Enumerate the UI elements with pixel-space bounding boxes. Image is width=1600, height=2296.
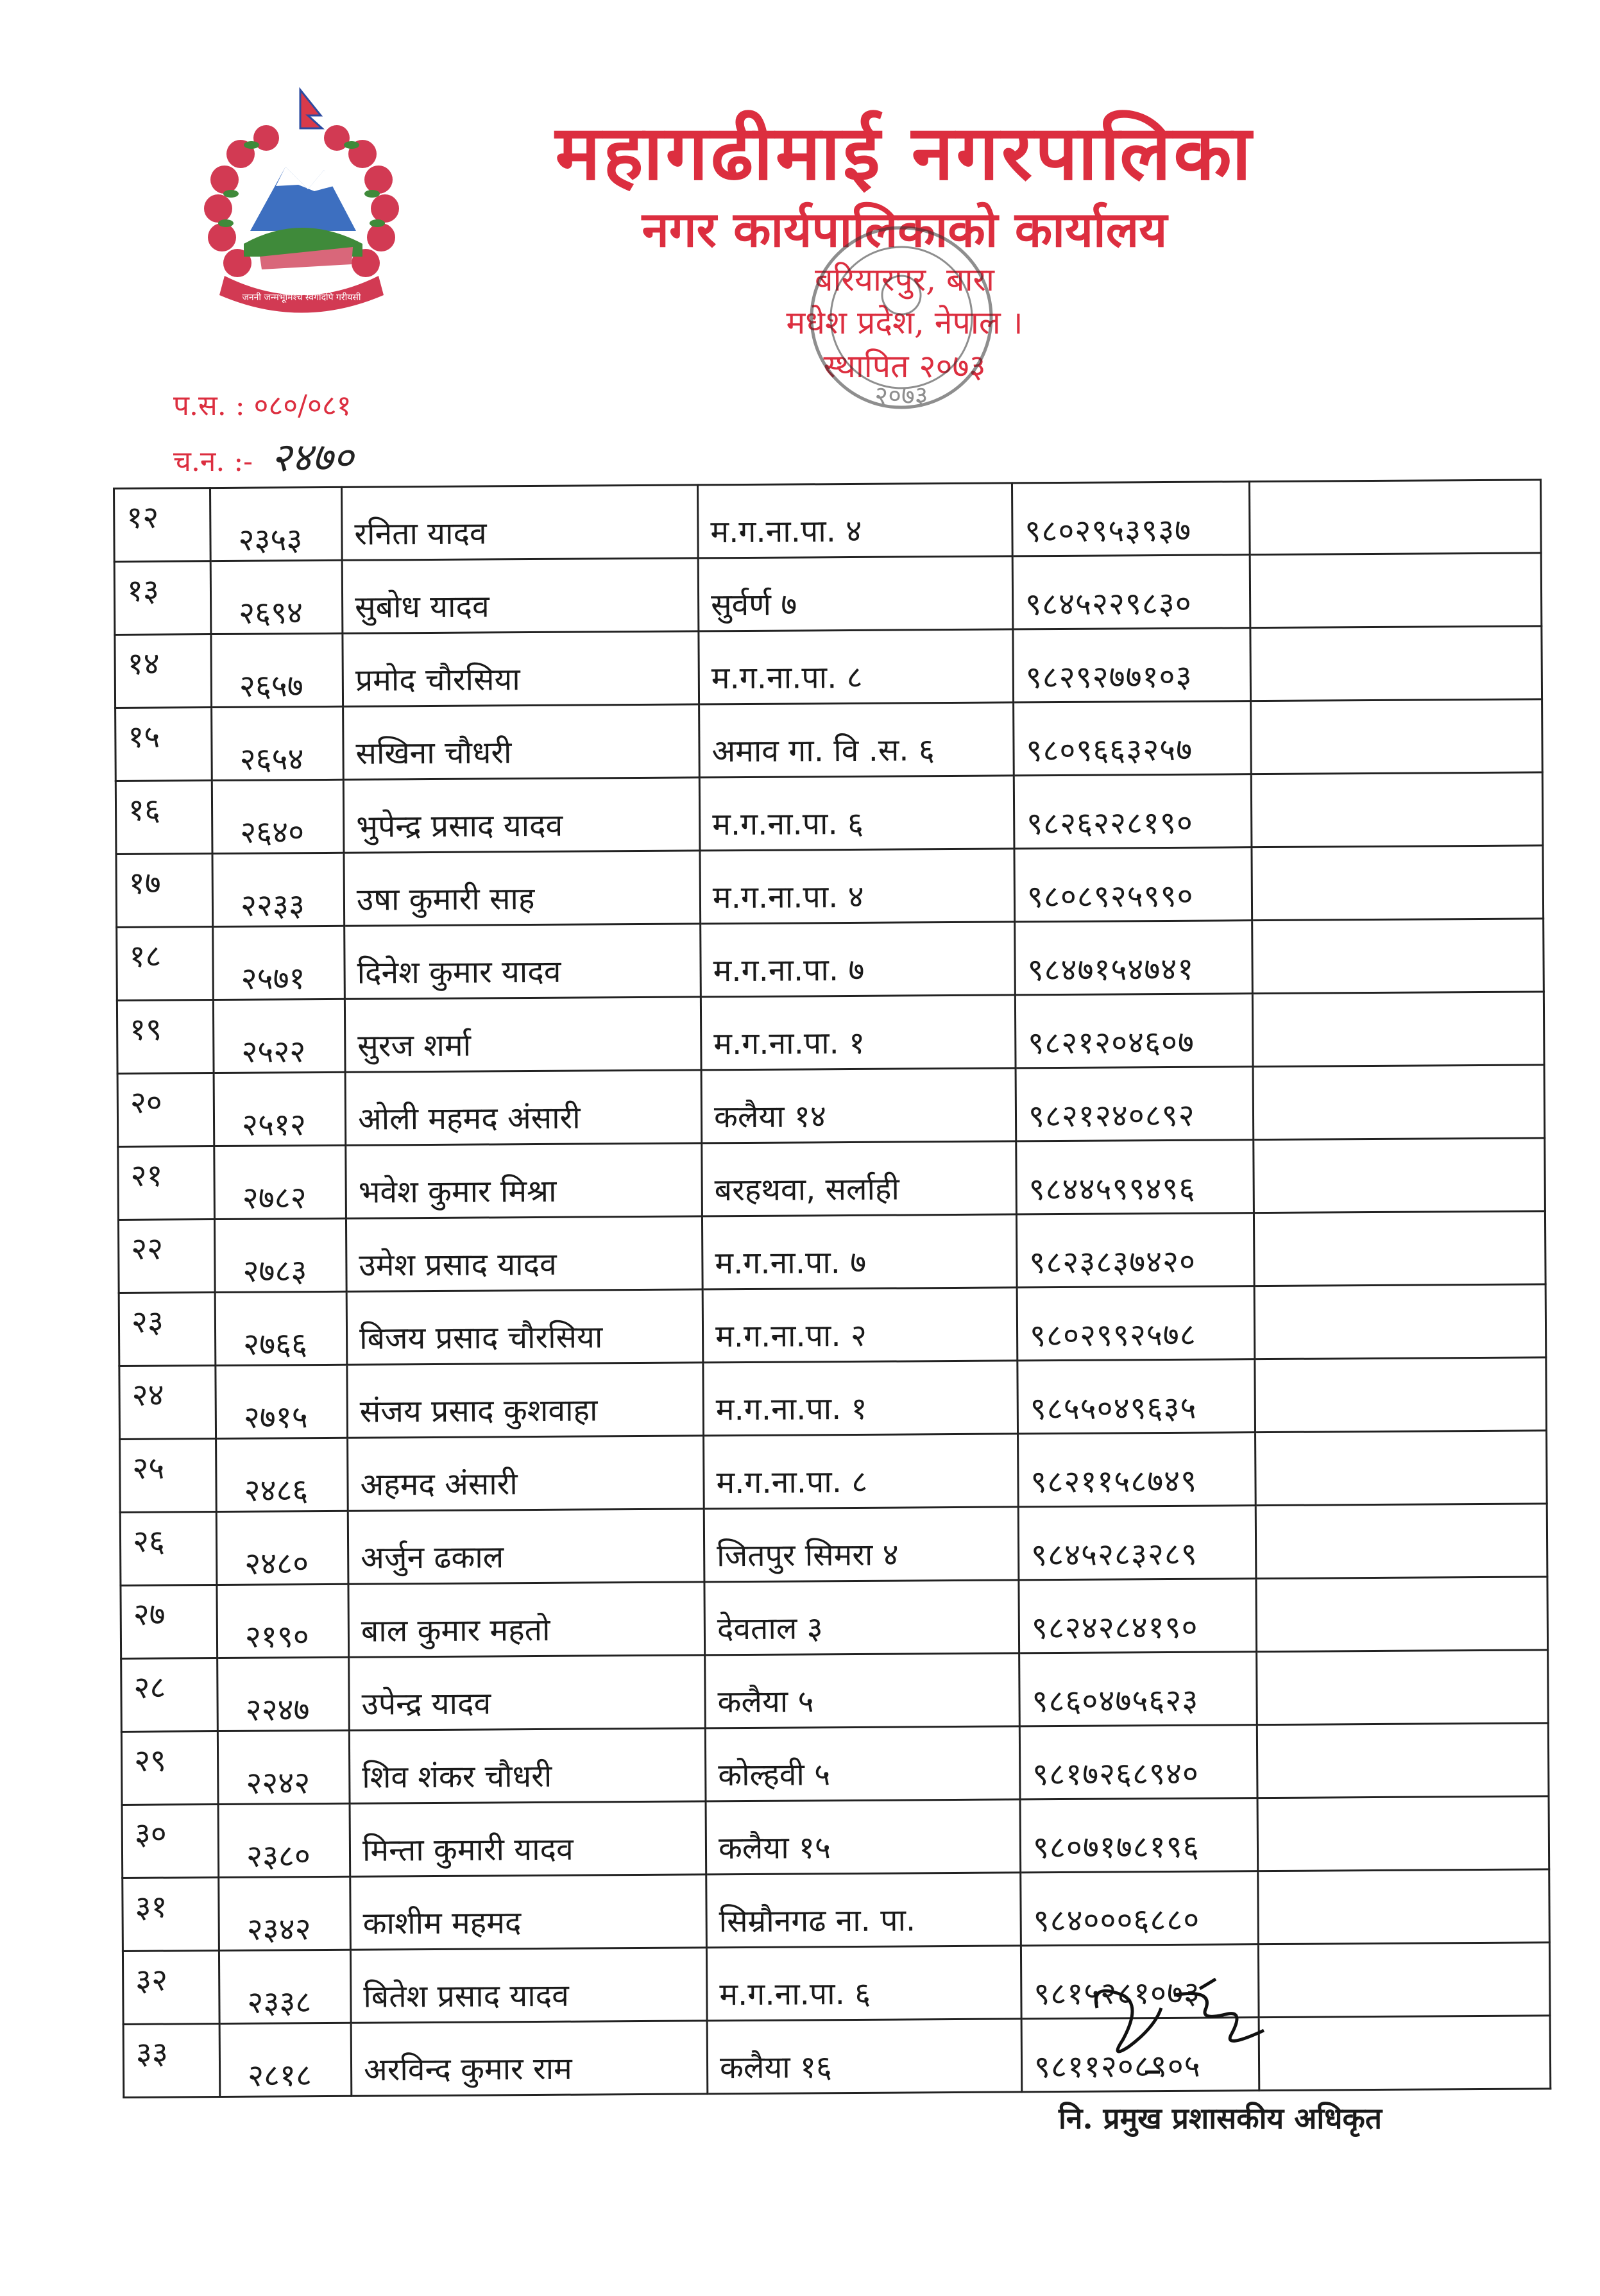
applicant-code-cell: २२४२ bbox=[217, 1730, 350, 1804]
table-row bbox=[123, 1869, 1550, 1952]
applicant-name-cell: काशीम महमद bbox=[350, 1875, 707, 1950]
applicant-name-cell: सुरज शर्मा bbox=[345, 997, 701, 1072]
applicant-name-cell: सुबोध यादव bbox=[342, 558, 699, 633]
applicant-code-cell: २३५३ bbox=[210, 487, 343, 561]
blank-cell bbox=[1252, 846, 1544, 921]
serial-number-cell: २३ bbox=[119, 1293, 216, 1366]
phone-cell: ९८४४५९९४९६ bbox=[1016, 1140, 1254, 1214]
cn-label: च.न. :- bbox=[173, 445, 253, 478]
phone-cell: ९८२११५८७४९ bbox=[1018, 1433, 1256, 1507]
serial-number-cell: ३२ bbox=[123, 1951, 219, 2025]
table-row bbox=[121, 1723, 1549, 1805]
table-row bbox=[119, 1284, 1546, 1366]
applicant-code-cell: २६५७ bbox=[211, 633, 343, 707]
table-row bbox=[122, 1796, 1549, 1878]
applicant-code-cell: २७१५ bbox=[216, 1365, 348, 1438]
serial-number-cell: २४ bbox=[119, 1366, 216, 1440]
address-cell: कलैया १५ bbox=[706, 1799, 1021, 1875]
blank-cell bbox=[1253, 1065, 1545, 1140]
serial-number-cell: १२ bbox=[114, 488, 211, 562]
office-seal-stamp bbox=[796, 212, 1007, 423]
phone-cell: ९८२३८३७४२० bbox=[1016, 1213, 1254, 1288]
applicant-code-cell: २३४२ bbox=[219, 1876, 351, 1950]
applicant-name-cell: बितेश प्रसाद यादव bbox=[350, 1948, 707, 2023]
applicant-table bbox=[113, 479, 1549, 2094]
phone-cell: ९८१७२६८९४० bbox=[1019, 1725, 1257, 1799]
applicant-name-cell: सखिना चौधरी bbox=[343, 704, 700, 779]
table-row bbox=[117, 919, 1544, 1001]
ps-label: प.स. : bbox=[173, 389, 245, 422]
serial-number-cell: ३३ bbox=[123, 2024, 220, 2098]
applicant-code-cell: २७८३ bbox=[214, 1218, 346, 1292]
blank-cell bbox=[1254, 1211, 1545, 1286]
blank-cell bbox=[1257, 1723, 1549, 1798]
blank-cell bbox=[1251, 772, 1543, 847]
ps-value: ०८०/०८१ bbox=[253, 389, 352, 422]
blank-cell bbox=[1250, 553, 1542, 628]
serial-number-cell: १८ bbox=[117, 927, 214, 1001]
phone-cell: ९८०८९२५९९० bbox=[1014, 847, 1252, 922]
emblem-caption: जननी जन्मभूमिश्च स्वर्गादपि गरीयसी bbox=[242, 293, 361, 303]
serial-number-cell: १६ bbox=[115, 781, 212, 855]
applicant-name-cell: अहमद अंसारी bbox=[348, 1436, 704, 1511]
applicant-name-cell: संजय प्रसाद कुशवाहा bbox=[347, 1363, 704, 1438]
applicant-code-cell: २२४७ bbox=[217, 1657, 350, 1731]
address-cell: कलैया ५ bbox=[705, 1653, 1020, 1728]
phone-cell: ९८२१२४०८९२ bbox=[1016, 1067, 1254, 1141]
serial-number-cell: १९ bbox=[117, 1000, 214, 1074]
phone-cell: ९८२६२२८१९० bbox=[1014, 774, 1252, 849]
table-row bbox=[115, 626, 1542, 708]
serial-number-cell: २६ bbox=[120, 1512, 217, 1586]
serial-number-cell: १३ bbox=[114, 561, 211, 635]
blank-cell bbox=[1255, 1357, 1547, 1433]
serial-number-cell: १७ bbox=[116, 854, 213, 928]
address-cell: म.ग.ना.पा. ६ bbox=[699, 776, 1014, 851]
address-cell: सिम्रौनगढ ना. पा. bbox=[706, 1873, 1021, 1948]
stamp-year: २०७३ bbox=[874, 381, 928, 411]
blank-cell bbox=[1257, 1796, 1549, 1871]
serial-number-cell: २९ bbox=[121, 1731, 218, 1805]
table-row bbox=[123, 1943, 1550, 2025]
address-cell: म.ग.ना.पा. ६ bbox=[706, 1946, 1021, 2021]
applicant-name-cell: ओली महमद अंसारी bbox=[345, 1070, 702, 1145]
blank-cell bbox=[1257, 1650, 1549, 1725]
applicant-name-cell: बाल कुमार महतो bbox=[348, 1582, 705, 1657]
serial-number-cell: २५ bbox=[120, 1439, 217, 1513]
blank-cell bbox=[1252, 992, 1544, 1067]
applicant-code-cell: २५२२ bbox=[213, 999, 345, 1073]
applicant-code-cell: २६५४ bbox=[212, 706, 344, 780]
phone-cell: ९८०२९९२५७८ bbox=[1017, 1286, 1255, 1361]
ps-line bbox=[173, 385, 353, 427]
cn-line bbox=[173, 427, 353, 487]
nepal-emblem-icon bbox=[180, 83, 423, 327]
blank-cell bbox=[1258, 1943, 1550, 2018]
table-row bbox=[123, 2016, 1551, 2098]
table-row bbox=[114, 480, 1542, 562]
address-cell: सुर्वर्ण ७ bbox=[698, 556, 1013, 631]
office-name: नगर कार्यपालिकाको कार्यालय bbox=[642, 200, 1168, 258]
applicant-name-cell: मिन्ता कुमारी यादव bbox=[350, 1801, 706, 1876]
table-row bbox=[119, 1357, 1547, 1440]
table-row bbox=[117, 992, 1544, 1074]
cn-value: २४७० bbox=[271, 434, 353, 480]
phone-cell: ९८२९२७७१०३ bbox=[1013, 628, 1251, 702]
blank-cell bbox=[1254, 1284, 1546, 1359]
applicant-code-cell: २६४० bbox=[212, 779, 344, 853]
applicant-code-cell: २७८२ bbox=[214, 1145, 346, 1219]
phone-cell: ९८५५०४९६३५ bbox=[1017, 1359, 1255, 1434]
phone-cell: ९८०७१७८१९६ bbox=[1020, 1798, 1258, 1873]
applicant-code-cell: २५१२ bbox=[214, 1072, 346, 1146]
blank-cell bbox=[1249, 480, 1541, 555]
reference-block bbox=[173, 385, 353, 487]
applicant-name-cell: भवेश कुमार मिश्रा bbox=[346, 1143, 702, 1218]
blank-cell bbox=[1251, 699, 1543, 774]
serial-number-cell: १४ bbox=[115, 634, 212, 708]
serial-number-cell: ३० bbox=[122, 1805, 219, 1878]
phone-cell: ९८१५२८१०७३ bbox=[1021, 1944, 1259, 2019]
applicant-code-cell: २४८६ bbox=[216, 1438, 348, 1511]
signature-mark bbox=[1084, 1969, 1277, 2079]
table-row bbox=[118, 1211, 1545, 1293]
serial-number-cell: २७ bbox=[121, 1585, 217, 1659]
address-cell: म.ग.ना.पा. १ bbox=[703, 1361, 1018, 1436]
applicant-name-cell: अरविन्द कुमार राम bbox=[351, 2021, 708, 2096]
serial-number-cell: २८ bbox=[121, 1658, 218, 1732]
serial-number-cell: २० bbox=[117, 1073, 214, 1147]
address-cell: म.ग.ना.पा. १ bbox=[701, 995, 1016, 1070]
applicant-code-cell: २४८० bbox=[216, 1511, 348, 1585]
address-line-1: बरियारपुर, बारा bbox=[815, 260, 994, 298]
address-cell: म.ग.ना.पा. ७ bbox=[702, 1214, 1017, 1289]
address-cell: म.ग.ना.पा. ४ bbox=[700, 849, 1015, 924]
applicant-name-cell: उपेन्द्र यादव bbox=[349, 1655, 706, 1730]
applicant-code-cell: २६९४ bbox=[210, 560, 343, 634]
phone-cell: ९८४५२२९८३० bbox=[1012, 555, 1250, 629]
applicant-code-cell: २२३३ bbox=[212, 853, 345, 926]
address-cell: म.ग.ना.पा. ७ bbox=[701, 922, 1016, 997]
phone-cell: ९८०२९५३९३७ bbox=[1012, 482, 1250, 556]
address-cell: कलैया १४ bbox=[701, 1068, 1016, 1143]
phone-cell: ९८२४२८४१९० bbox=[1019, 1579, 1257, 1653]
phone-cell: ९८४७१५४७४१ bbox=[1015, 921, 1253, 995]
phone-cell: ९८४०००६८८० bbox=[1021, 1871, 1259, 1946]
address-cell: जितपुर सिमरा ४ bbox=[704, 1507, 1019, 1582]
table-row bbox=[121, 1650, 1549, 1732]
table-row bbox=[114, 553, 1542, 635]
applicant-name-cell: उमेश प्रसाद यादव bbox=[346, 1216, 702, 1291]
table-row bbox=[118, 1138, 1545, 1220]
established-line: स्थापित २०७३ bbox=[823, 347, 986, 385]
address-cell: म.ग.ना.पा. २ bbox=[702, 1288, 1017, 1363]
applicant-name-cell: दिनेश कुमार यादव bbox=[345, 924, 701, 999]
applicant-name-cell: प्रमोद चौरसिया bbox=[343, 631, 699, 706]
blank-cell bbox=[1250, 626, 1542, 701]
blank-cell bbox=[1254, 1138, 1545, 1213]
applicant-code-cell: २८१८ bbox=[219, 2023, 352, 2096]
applicant-name-cell: बिजय प्रसाद चौरसिया bbox=[346, 1289, 703, 1365]
phone-cell: ९८४५२८३२८९ bbox=[1018, 1506, 1256, 1580]
blank-cell bbox=[1258, 1869, 1550, 1944]
blank-cell bbox=[1252, 919, 1544, 994]
table-row bbox=[115, 772, 1543, 855]
blank-cell bbox=[1256, 1577, 1548, 1652]
address-cell: म.ग.ना.पा. ८ bbox=[704, 1434, 1019, 1509]
blank-cell bbox=[1255, 1431, 1547, 1506]
address-cell: म.ग.ना.पा. ४ bbox=[697, 483, 1012, 558]
table-row bbox=[115, 699, 1543, 781]
applicant-name-cell: रनिता यादव bbox=[342, 485, 699, 560]
applicant-code-cell: २५७१ bbox=[213, 926, 345, 999]
municipality-name: महागढीमाई नगरपालिका bbox=[555, 108, 1254, 197]
applicant-name-cell: शिव शंकर चौधरी bbox=[349, 1728, 706, 1803]
phone-cell: ९८२१२०४६०७ bbox=[1015, 994, 1253, 1068]
serial-number-cell: २२ bbox=[118, 1220, 215, 1293]
address-cell: अमाव गा. वि .स. ६ bbox=[699, 702, 1014, 778]
applicant-name-cell: अर्जुन ढकाल bbox=[348, 1509, 704, 1584]
table-row bbox=[121, 1577, 1548, 1659]
address-cell: कोल्हवी ५ bbox=[705, 1726, 1020, 1801]
address-cell: म.ग.ना.पा. ८ bbox=[699, 629, 1014, 704]
address-line-2: मधेश प्रदेश, नेपाल । bbox=[786, 304, 1023, 342]
table-row bbox=[120, 1431, 1547, 1513]
phone-cell: ९८०९६६३२५७ bbox=[1014, 701, 1252, 776]
address-cell: कलैया १६ bbox=[707, 2019, 1022, 2094]
table-row bbox=[120, 1504, 1547, 1586]
designation-title: नि. प्रमुख प्रशासकीय अधिकृत bbox=[1059, 2101, 1383, 2136]
address-cell: बरहथवा, सर्लाही bbox=[702, 1141, 1017, 1216]
blank-cell bbox=[1255, 1504, 1547, 1579]
applicant-name-cell: भुपेन्द्र प्रसाद यादव bbox=[343, 778, 700, 853]
address-cell: देवताल ३ bbox=[704, 1580, 1019, 1655]
serial-number-cell: ३१ bbox=[123, 1878, 219, 1952]
serial-number-cell: १५ bbox=[115, 708, 212, 781]
phone-cell: ९८६०४७५६२३ bbox=[1019, 1652, 1257, 1726]
applicant-code-cell: २३३८ bbox=[219, 1950, 351, 2023]
blank-cell bbox=[1259, 2016, 1551, 2091]
applicant-code-cell: २१९० bbox=[217, 1584, 349, 1658]
serial-number-cell: २१ bbox=[118, 1146, 215, 1220]
applicant-code-cell: २३८० bbox=[218, 1803, 350, 1877]
applicant-name-cell: उषा कुमारी साह bbox=[344, 851, 701, 926]
phone-cell: ९८११२०८९०५ bbox=[1021, 2018, 1259, 2092]
applicant-code-cell: २७६६ bbox=[215, 1291, 347, 1365]
table-row bbox=[116, 846, 1544, 928]
table-row bbox=[117, 1065, 1545, 1147]
